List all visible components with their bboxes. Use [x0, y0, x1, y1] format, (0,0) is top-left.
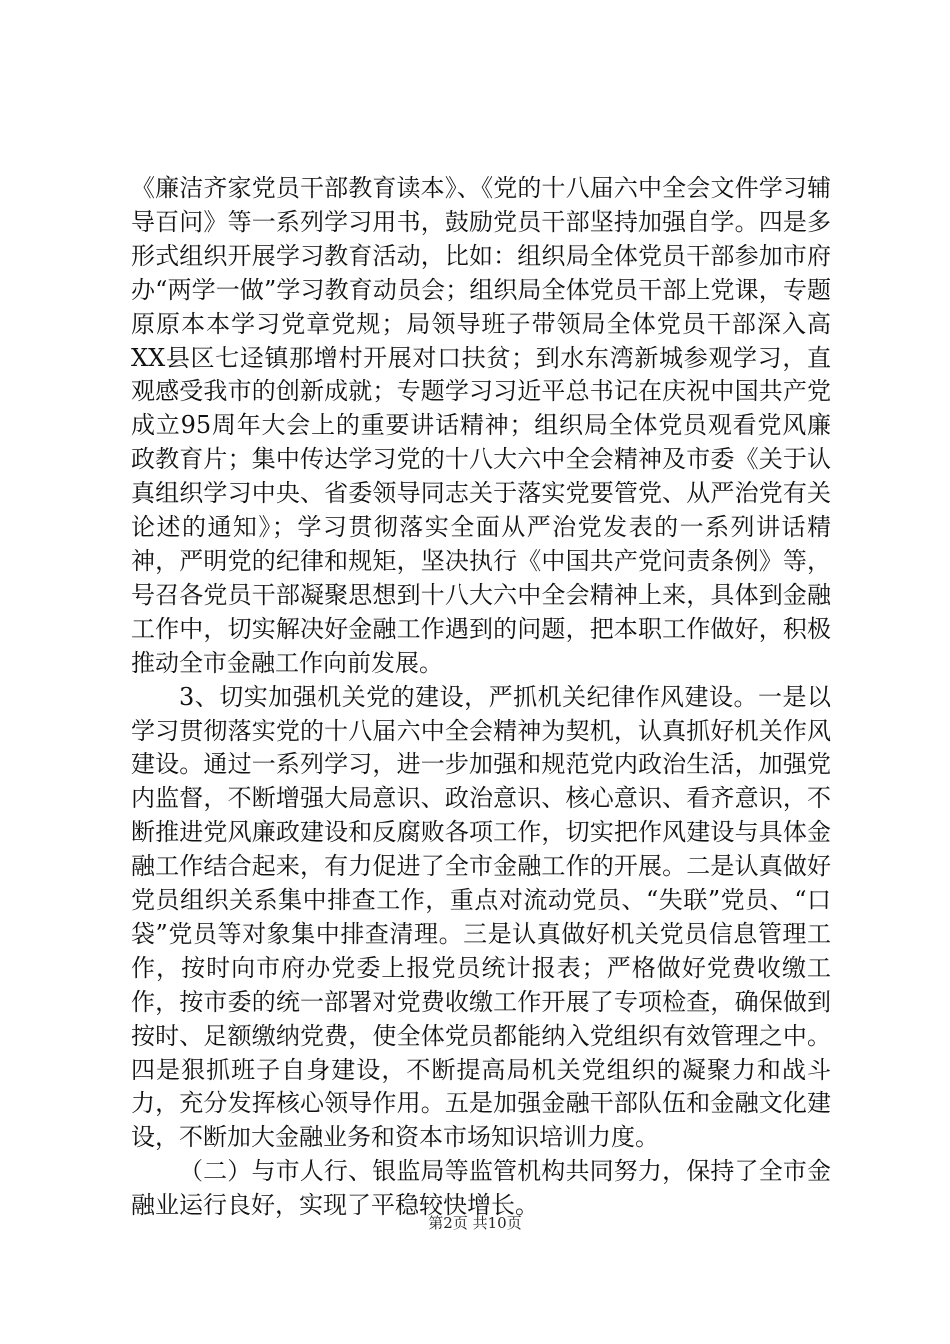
- paragraph-study-activities: 《廉洁齐家党员干部教育读本》、《党的十八届六中全会文件学习辅导百问》等一系列学习用书，鼓励党员干部坚持加强自学。四是多形式组织开展学习教育活动，比如：组织局全体党员干部参加市府办“两学一做”学习教育动员会；组织局全体党员干部上党课，专题原原本本学习党章党规；局领导班子带领局全体党员干部深入高XX县区七迳镇那增村开展对口扶贫；到水东湾新城参观学习，直观感受我市的创新成就；专题学习习近平总书记在庆祝中国共产党成立95周年大会上的重要讲话精神；组织局全体党员观看党风廉政教育片；集中传达学习党的十八大六中全会精神及市委《关于认真组织学习中央、省委领导同志关于落实党要管党、从严治党有关论述的通知》；学习贯彻落实全面从严治党发表的一系列讲话精神，严明党的纪律和规矩，坚决执行《中国共产党问责条例》等，号召各党员干部凝聚思想到十八大六中全会精神上来，具体到金融工作中，切实解决好金融工作遇到的问题，把本职工作做好，积极推动全市金融工作向前发展。: [131, 174, 831, 677]
- document-body: [131, 172, 831, 1223]
- paragraph-party-building: 3、切实加强机关党的建设，严抓机关纪律作风建设。一是以学习贯彻落实党的十八届六中全会精神为契机，认真抓好机关作风建设。通过一系列学习，进一步加强和规范党内政治生活，加强党内监督，不断增强大局意识、政治意识、核心意识、看齐意识，不断推进党风廉政建设和反腐败各项工作，切实把作风建设与具体金融工作结合起来，有力促进了全市金融工作的开展。二是认真做好党员组织关系集中排查工作，重点对流动党员、“失联”党员、“口袋”党员等对象集中排查清理。三是认真做好机关党员信息管理工作，按时向市府办党委上报党员统计报表；严格做好党费收缴工作，按市委的统一部署对党费收缴工作开展了专项检查，确保做到按时、足额缴纳党费，使全体党员都能纳入党组织有效管理之中。四是狠抓班子自身建设，不断提高局机关党组织的凝聚力和战斗力，充分发挥核心领导作用。五是加强金融干部队伍和金融文化建设，不断加大金融业务和资本市场知识培训力度。: [131, 682, 831, 1152]
- paragraph-financial-regulation: （二）与市人行、银监局等监管机构共同努力，保持了全市金融业运行良好，实现了平稳较快增长。: [131, 1157, 831, 1220]
- page-number-footer: 第2页 共10页: [428, 1214, 522, 1232]
